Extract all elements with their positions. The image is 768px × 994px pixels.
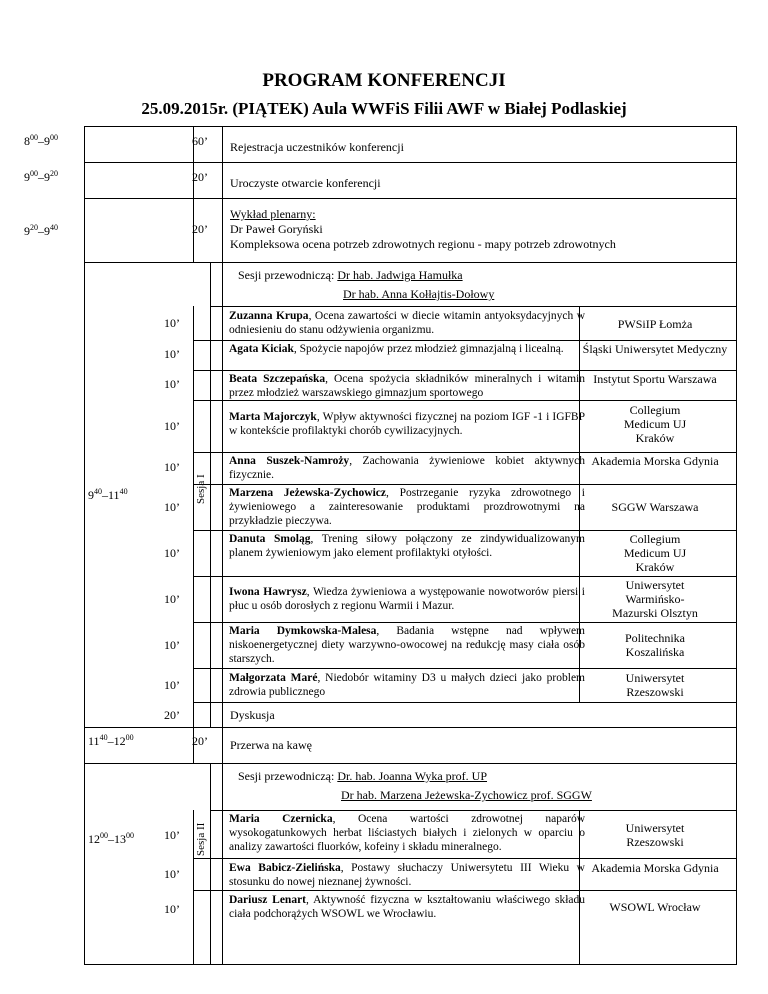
talk-entry: Maria Czernicka, Ocena wartości zdrowotnej naparów wysokogatunkowych herbat liściastych białych i zielonych w oparciu o analizy zawartości fluorków, kofeiny i składu mineralnego.: [229, 813, 585, 853]
session-time: $12^{00}-13^{00}$: [88, 831, 134, 846]
talk-institution: Collegium Medicum UJ Kraków: [623, 532, 687, 574]
plenary-text: [230, 207, 616, 252]
session-chair-2: Dr hab. Marzena Jeżewska-Zychowicz prof. SGGW: [341, 788, 592, 802]
talk-institution: Akademia Morska Gdynia: [591, 454, 719, 468]
talk-institution: PWSiIP Łomża: [617, 317, 693, 331]
talk-institution: Uniwersytet Warmińsko-Mazurski Olsztyn: [612, 578, 698, 620]
plenary-label: Wykład plenarny:: [230, 207, 316, 221]
plenary-topic: Kompleksowa ocena potrzeb zdrowotnych regionu - mapy potrzeb zdrowotnych: [230, 237, 616, 251]
talk-entry: Maria Dymkowska-Malesa, Badania wstępne nad wpływem niskoenergetycznej diety warzywno-owocowej na redukcję masy ciała osób starszych.: [229, 625, 585, 665]
page-title: PROGRAM KONFERENCJI: [262, 70, 506, 91]
slot-duration: 20’: [192, 170, 208, 184]
chair-name: Dr. hab. Joanna Wyka prof. UP: [337, 769, 488, 783]
slot-duration: 20’: [192, 222, 208, 236]
talk-entry: Dariusz Lenart, Aktywność fizyczna w kształtowaniu właściwego składu ciała podchorążych WSOWL we Wrocławiu.: [229, 894, 586, 920]
talk-institution: Politechnika Koszalińska: [625, 631, 685, 659]
session-time: $9^{40}-11^{40}$: [88, 487, 128, 502]
talk-institution: Uniwersytet Rzeszowski: [625, 821, 685, 849]
chair-name: Dr hab. Jadwiga Hamułka: [337, 268, 463, 282]
slot-duration: 20’: [192, 734, 208, 748]
talk-duration: 10’: [164, 419, 180, 433]
slot-time: $9^{20}-9^{40}$: [24, 223, 58, 238]
talk-institution: Akademia Morska Gdynia: [591, 861, 719, 875]
talk-duration: 10’: [164, 546, 180, 560]
talk-duration: 10’: [164, 678, 180, 692]
talk-entry: Małgorzata Maré, Niedobór witaminy D3 u małych dzieci jako problem zdrowia publicznego: [229, 672, 585, 698]
talk-duration: 10’: [164, 902, 180, 916]
talk-institution: WSOWL Wrocław: [609, 900, 701, 914]
session-chairs: Sesji przewodniczą: Dr hab. Jadwiga Hamułka: [238, 268, 463, 282]
discussion-label: Dyskusja: [230, 708, 275, 722]
slot-text: Rejestracja uczestników konferencji: [230, 140, 404, 154]
talk-entry: Marta Majorczyk, Wpływ aktywności fizycznej na poziom IGF -1 i IGFBP w kontekście profilaktyki chorób cywilizacyjnych.: [229, 411, 585, 437]
session-label: Sesja II: [195, 822, 207, 856]
discussion-duration: 20’: [164, 708, 180, 722]
slot-text: Przerwa na kawę: [230, 738, 312, 752]
session-label: Sesja I: [195, 474, 207, 504]
talk-duration: 10’: [164, 867, 180, 881]
slot-duration: 60’: [192, 134, 208, 148]
slot-time: $11^{40}-12^{00}$: [88, 733, 134, 748]
talk-duration: 10’: [164, 828, 180, 842]
talk-entry: Anna Suszek-Namroży, Zachowania żywieniowe kobiet aktywnych fizycznie.: [229, 455, 585, 481]
plenary-speaker: Dr Paweł Goryński: [230, 222, 323, 236]
talk-duration: 10’: [164, 638, 180, 652]
talk-entry: Marzena Jeżewska-Zychowicz, Postrzeganie ryzyka zdrowotnego i żywieniowego a zainteresowanie produktami prozdrowotnymi na przykładzie pieczywa.: [229, 487, 586, 527]
session-chair-2: Dr hab. Anna Kołłajtis-Dołowy: [343, 287, 495, 301]
talk-institution: Śląski Uniwersytet Medyczny: [582, 342, 728, 356]
session-chairs: Sesji przewodniczą: Dr. hab. Joanna Wyka prof. UP: [238, 769, 488, 783]
slot-time: $8^{00}-9^{00}$: [24, 133, 58, 148]
talk-entry: Zuzanna Krupa, Ocena zawartości w diecie witamin antyoksydacyjnych w odniesieniu do stanu odżywienia organizmu.: [229, 310, 585, 336]
talk-institution: Instytut Sportu Warszawa: [593, 372, 717, 386]
talk-institution: SGGW Warszawa: [611, 500, 699, 514]
talk-duration: 10’: [164, 316, 180, 330]
slot-time: $9^{00}-9^{20}$: [24, 169, 58, 184]
talk-entry: Beata Szczepańska, Ocena spożycia składników mineralnych i witamin przez młodzież warszawskiego gimnazjum sportowego: [229, 373, 585, 399]
talk-institution: Uniwersytet Rzeszowski: [625, 671, 685, 699]
talk-entry: Danuta Smoląg, Trening siłowy połączony ze zindywidualizowanym planem żywieniowym jako element profilaktyki otyłości.: [229, 533, 585, 559]
talk-entry: Ewa Babicz-Zielińska, Postawy słuchaczy Uniwersytetu III Wieku w stosunku do nowej nieznanej żywności.: [229, 862, 585, 888]
talk-entry: Agata Kiciak, Spożycie napojów przez młodzież gimnazjalną i licealną.: [229, 343, 564, 355]
talk-duration: 10’: [164, 377, 180, 391]
talk-institution: Collegium Medicum UJ Kraków: [623, 403, 687, 445]
slot-text: Uroczyste otwarcie konferencji: [230, 176, 381, 190]
talk-duration: 10’: [164, 347, 180, 361]
page-subtitle: 25.09.2015r. (PIĄTEK) Aula WWFiS Filii AWF w Białej Podlaskiej: [141, 99, 627, 118]
talk-entry: Iwona Hawrysz, Wiedza żywieniowa a występowanie nowotworów piersi i płuc u osób dorosłych z regionu Warmii i Mazur.: [229, 586, 585, 612]
talk-duration: 10’: [164, 460, 180, 474]
talk-duration: 10’: [164, 592, 180, 606]
talk-duration: 10’: [164, 500, 180, 514]
